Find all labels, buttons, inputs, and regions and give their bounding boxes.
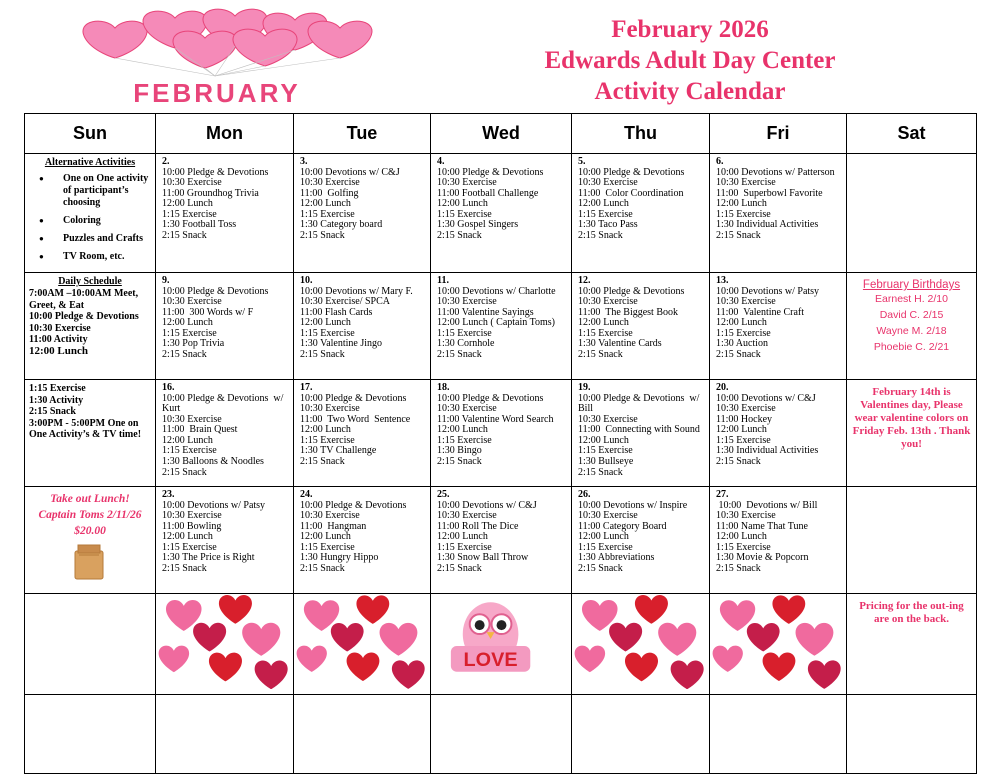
alt-activity-item: ● One on One activity of participant’s choosing bbox=[39, 173, 151, 209]
day-cell-18 bbox=[431, 380, 572, 487]
alt-activity-item: ● Coloring bbox=[39, 215, 151, 227]
day-activities: 10:00 Pledge & Devotions w/ Kurt 10:30 Exercise 11:00 Brain Quest 12:00 Lunch 1:15 Exercise 1:30 Balloons & Noodles 2:15 Snack bbox=[162, 392, 284, 478]
schedule-line: 12:00 Lunch bbox=[29, 344, 88, 357]
day-activities: 10:00 Pledge & Devotions 10:30 Exercise 11:00 Color Coordination 12:00 Lunch 1:15 Exercise 1:30 Taco Pass 2:15 Snack bbox=[578, 166, 685, 242]
day-number: 27. bbox=[716, 489, 729, 500]
day-activities: 10:00 Pledge & Devotions 10:30 Exercise 11:00 Groundhog Trivia 12:00 Lunch 1:15 Exercise 1:30 Football Toss 2:15 Snack bbox=[162, 166, 269, 242]
daily-schedule-cell bbox=[25, 273, 156, 380]
day-activities: 10:00 Devotions w/ Charlotte 10:30 Exercise 11:00 Valentine Sayings 12:00 Lunch ( Captain Toms) 1:15 Exercise 1:30 Cornhole 2:15 Snack bbox=[437, 285, 556, 361]
day-cell-25 bbox=[431, 487, 572, 594]
alt-activity-item: ● TV Room, etc. bbox=[39, 251, 151, 263]
day-cell-4 bbox=[431, 154, 572, 273]
owl-love-text: LOVE bbox=[463, 648, 518, 671]
day-number: 5. bbox=[578, 156, 586, 167]
valentine-note-cell bbox=[847, 380, 977, 487]
day-cell-28 bbox=[847, 487, 977, 594]
hearts-decoration-icon bbox=[710, 594, 846, 689]
weekday-header-row bbox=[25, 114, 977, 154]
day-cell-27 bbox=[710, 487, 847, 594]
empty-cell bbox=[847, 695, 977, 774]
day-activities: 10:00 Pledge & Devotions 10:30 Exercise 11:00 Hangman 12:00 Lunch 1:15 Exercise 1:30 Hungry Hippo 2:15 Snack bbox=[300, 499, 407, 575]
schedule-line: 10:00 Pledge & Devotions bbox=[29, 311, 139, 322]
day-number: 12. bbox=[578, 275, 591, 286]
hearts-decoration-icon bbox=[572, 594, 709, 689]
week-row-6 bbox=[25, 695, 977, 774]
day-number: 20. bbox=[716, 382, 729, 393]
day-activities: 10:00 Pledge & Devotions 10:30 Exercise 11:00 Football Challenge 12:00 Lunch 1:15 Exercise 1:30 Gospel Singers 2:15 Snack bbox=[437, 166, 544, 242]
empty-cell bbox=[25, 695, 156, 774]
day-activities: 10:00 Devotions w/ Patsy 10:30 Exercise 11:00 Bowling 12:00 Lunch 1:15 Exercise 1:30 The Price is Right 2:15 Snack bbox=[162, 499, 266, 575]
birthdays-title: February Birthdays bbox=[862, 279, 961, 291]
day-number: 17. bbox=[300, 382, 313, 393]
schedule-line: 1:30 Activity bbox=[29, 394, 84, 406]
takeout-lunch-cell bbox=[25, 487, 156, 594]
title-calendar: Activity Calendar bbox=[594, 78, 786, 105]
day-number: 26. bbox=[578, 489, 591, 500]
february-banner-word: FEBRUARY bbox=[133, 78, 301, 108]
day-cell-6 bbox=[710, 154, 847, 273]
day-number: 10. bbox=[300, 275, 313, 286]
day-activities: 10:00 Pledge & Devotions w/ Bill 10:30 Exercise 11:00 Connecting with Sound 12:00 Lunch 1:15 Exercise 1:30 Bullseye 2:15 Snack bbox=[578, 392, 700, 478]
day-number: 4. bbox=[437, 156, 445, 167]
day-cell-13 bbox=[710, 273, 847, 380]
hearts-cell bbox=[294, 594, 431, 695]
day-number: 6. bbox=[716, 156, 724, 167]
day-cell-26 bbox=[572, 487, 710, 594]
weekday-wed: Wed bbox=[431, 114, 572, 154]
day-activities: 10:00 Pledge & Devotions 10:30 Exercise 11:00 The Biggest Book 12:00 Lunch 1:15 Exercise 1:30 Valentine Cards 2:15 Snack bbox=[578, 285, 685, 361]
schedule-line: 11:00 Activity bbox=[29, 334, 88, 345]
takeout-price: $20.00 bbox=[74, 525, 106, 537]
page-title bbox=[470, 14, 910, 107]
pricing-note-cell bbox=[847, 594, 977, 695]
title-center: Edwards Adult Day Center bbox=[544, 47, 836, 74]
day-activities: 10:00 Devotions w/ Mary F. 10:30 Exercise/ SPCA 11:00 Flash Cards 12:00 Lunch 1:15 Exercise 1:30 Valentine Jingo 2:15 Snack bbox=[300, 285, 413, 361]
alternative-activities-heading: Alternative Activities bbox=[44, 157, 136, 168]
day-cell-23 bbox=[156, 487, 294, 594]
weekday-fri: Fri bbox=[710, 114, 847, 154]
day-number: 2. bbox=[162, 156, 170, 167]
empty-cell bbox=[572, 695, 710, 774]
weekday-sat: Sat bbox=[847, 114, 977, 154]
schedule-line: 1:15 Exercise bbox=[29, 383, 86, 394]
weekday-sun: Sun bbox=[25, 114, 156, 154]
day-number: 16. bbox=[162, 382, 175, 393]
day-cell-3 bbox=[294, 154, 431, 273]
owl-cell bbox=[431, 594, 572, 695]
hearts-decoration-icon bbox=[156, 594, 293, 689]
day-activities: 10:00 Devotions w/ Inspire 10:30 Exercise 11:00 Category Board 12:00 Lunch 1:15 Exercise 1:30 Abbreviations 2:15 Snack bbox=[578, 499, 688, 575]
hearts-decoration-icon bbox=[294, 594, 430, 689]
day-number: 25. bbox=[437, 489, 450, 500]
takeout-heading: Take out Lunch! bbox=[50, 493, 130, 505]
empty-cell bbox=[156, 695, 294, 774]
takeout-restaurant: Captain Toms 2/11/26 bbox=[38, 509, 142, 521]
day-activities: 10:00 Devotions w/ C&J 10:30 Exercise 11:00 Hockey 12:00 Lunch 1:15 Exercise 1:30 Individual Activities 2:15 Snack bbox=[716, 392, 819, 468]
day-cell-7 bbox=[847, 154, 977, 273]
week-row-3 bbox=[25, 380, 977, 487]
birthday-entry: David C. 2/15 bbox=[879, 309, 944, 321]
weekday-tue: Tue bbox=[294, 114, 431, 154]
day-number: 11. bbox=[437, 275, 449, 286]
schedule-line: 2:15 Snack bbox=[29, 406, 76, 417]
empty-cell bbox=[710, 695, 847, 774]
day-number: 24. bbox=[300, 489, 313, 500]
day-cell-10 bbox=[294, 273, 431, 380]
day-cell-12 bbox=[572, 273, 710, 380]
day-number: 23. bbox=[162, 489, 175, 500]
day-activities: 10:00 Devotions w/ Patterson 10:30 Exercise 11:00 Superbowl Favorite 12:00 Lunch 1:15 Exercise 1:30 Individual Activities 2:15 Snack bbox=[716, 166, 835, 242]
schedule-line: 10:30 Exercise bbox=[29, 322, 91, 334]
day-activities: 10:00 Devotions w/ Bill 10:30 Exercise 11:00 Name That Tune 12:00 Lunch 1:15 Exercise 1:30 Movie & Popcorn 2:15 Snack bbox=[716, 499, 818, 575]
love-owl-icon bbox=[431, 594, 571, 689]
hearts-cell bbox=[572, 594, 710, 695]
weekday-thu: Thu bbox=[572, 114, 710, 154]
alt-activity-item: ● Puzzles and Crafts bbox=[39, 233, 151, 245]
day-activities: 10:00 Pledge & Devotions 10:30 Exercise 11:00 300 Words w/ F 12:00 Lunch 1:15 Exercise 1:30 Pop Trivia 2:15 Snack bbox=[162, 285, 269, 361]
pricing-note: Pricing for the out-ing are on the back. bbox=[859, 600, 964, 625]
day-cell-11 bbox=[431, 273, 572, 380]
day-activities: 10:00 Devotions w/ Patsy 10:30 Exercise 11:00 Valentine Craft 12:00 Lunch 1:15 Exercise 1:30 Auction 2:15 Snack bbox=[716, 285, 820, 361]
day-cell-20 bbox=[710, 380, 847, 487]
empty-cell bbox=[431, 695, 572, 774]
activity-calendar bbox=[24, 113, 976, 753]
title-month: February 2026 bbox=[611, 16, 769, 43]
day-number: 13. bbox=[716, 275, 729, 286]
birthday-entry: Wayne M. 2/18 bbox=[876, 325, 947, 337]
empty-cell bbox=[25, 594, 156, 695]
daily-schedule-heading: Daily Schedule bbox=[58, 276, 122, 287]
day-activities: 10:00 Devotions w/ C&J 10:30 Exercise 11:00 Roll The Dice 12:00 Lunch 1:15 Exercise 1:30 Snow Ball Throw 2:15 Snack bbox=[437, 499, 537, 575]
day-cell-16 bbox=[156, 380, 294, 487]
schedule-line: 3:00PM - 5:00PM One on One Activity’s & TV time! bbox=[29, 417, 142, 440]
weekday-mon: Mon bbox=[156, 114, 294, 154]
day-activities: 10:00 Pledge & Devotions 10:30 Exercise 11:00 Valentine Word Search 12:00 Lunch 1:15 Exercise 1:30 Bingo 2:15 Snack bbox=[437, 392, 554, 468]
schedule-line: 7:00AM –10:00AM Meet, Greet, & Eat bbox=[29, 288, 139, 311]
week-row-5 bbox=[25, 594, 977, 695]
day-cell-5 bbox=[572, 154, 710, 273]
day-cell-19 bbox=[572, 380, 710, 487]
afternoon-schedule-cell bbox=[25, 380, 156, 487]
hearts-cell bbox=[156, 594, 294, 695]
day-cell-2 bbox=[156, 154, 294, 273]
week-row-1 bbox=[25, 154, 977, 273]
day-cell-24 bbox=[294, 487, 431, 594]
alternative-activities-cell bbox=[25, 154, 156, 273]
day-number: 9. bbox=[162, 275, 170, 286]
day-activities: 10:00 Pledge & Devotions 10:30 Exercise 11:00 Two Word Sentence 12:00 Lunch 1:15 Exercise 1:30 TV Challenge 2:15 Snack bbox=[300, 392, 411, 468]
day-number: 18. bbox=[437, 382, 450, 393]
birthdays-cell bbox=[847, 273, 977, 380]
day-cell-9 bbox=[156, 273, 294, 380]
hearts-cell bbox=[710, 594, 847, 695]
day-activities: 10:00 Devotions w/ C&J 10:30 Exercise 11:00 Golfing 12:00 Lunch 1:15 Exercise 1:30 Category board 2:15 Snack bbox=[300, 166, 400, 242]
day-number: 3. bbox=[300, 156, 308, 167]
calendar-grid bbox=[24, 113, 977, 774]
week-row-2 bbox=[25, 273, 977, 380]
week-row-4 bbox=[25, 487, 977, 594]
birthday-entry: Phoebie C. 2/21 bbox=[873, 341, 950, 353]
birthday-entry: Earnest H. 2/10 bbox=[875, 293, 948, 305]
empty-cell bbox=[294, 695, 431, 774]
paper-bag-icon bbox=[69, 541, 109, 581]
valentine-note: February 14th is Valentines day, Please wear valentine colors on Friday Feb. 13th . Thank you! bbox=[852, 386, 971, 450]
day-number: 19. bbox=[578, 382, 591, 393]
day-cell-17 bbox=[294, 380, 431, 487]
